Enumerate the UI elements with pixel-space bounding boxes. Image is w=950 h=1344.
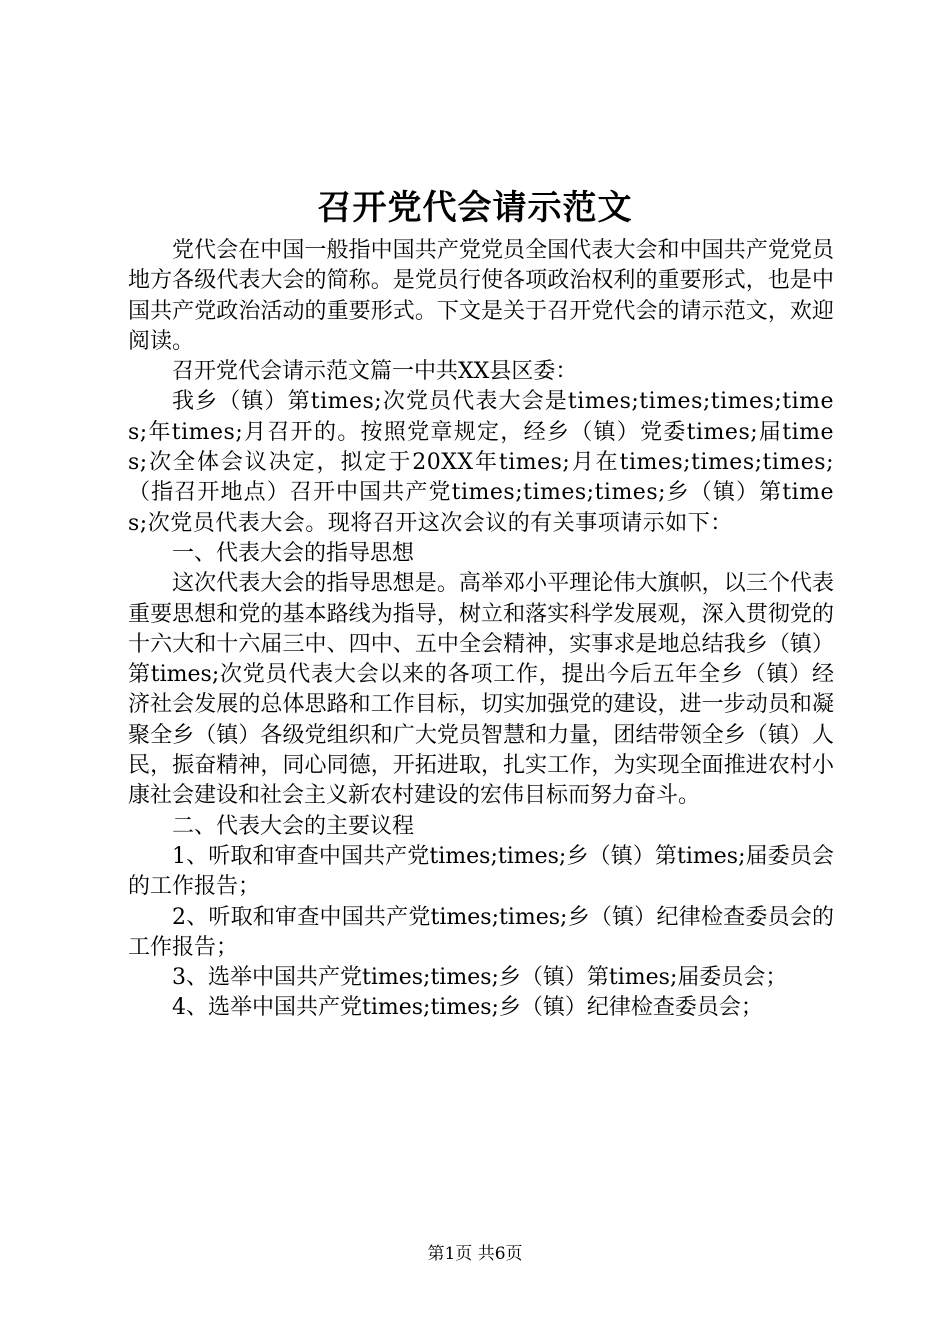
agenda-item-4: 4、选举中国共产党times;times;乡（镇）纪律检查委员会； bbox=[172, 995, 763, 1021]
section-heading-agenda: 二、代表大会的主要议程 bbox=[172, 813, 415, 839]
section-heading-guiding-thought: 一、代表大会的指导思想 bbox=[172, 540, 415, 566]
paragraph-addressee: 召开党代会请示范文篇一中共XX县区委： bbox=[172, 359, 578, 385]
agenda-item-1: 1、听取和审查中国共产党times;times;乡（镇）第times;届委员会的工作报告； bbox=[128, 843, 834, 900]
paragraph-intro: 党代会在中国一般指中国共产党党员全国代表大会和中国共产党党员地方各级代表大会的简称。是党员行使各项政治权利的重要形式，也是中国共产党政治活动的重要形式。下文是关于召开党代会的请示范文，欢迎阅读。 bbox=[128, 238, 834, 354]
document-body bbox=[128, 236, 834, 1024]
paragraph-request: 我乡（镇）第times;次党员代表大会是times;times;times;times;年times;月召开的。按照党章规定，经乡（镇）党委times;届times;次全体会议决定，拟定于20XX年times;月在times;times;times;（指召开地点）召开中国共产党times;times;times;乡（镇）第times;次党员代表大会。现将召开这次会议的有关事项请示如下： bbox=[128, 389, 834, 536]
agenda-item-3: 3、选举中国共产党times;times;乡（镇）第times;届委员会； bbox=[172, 965, 788, 991]
agenda-item-2: 2、听取和审查中国共产党times;times;乡（镇）纪律检查委员会的工作报告； bbox=[128, 904, 834, 960]
document-title: 召开党代会请示范文 bbox=[317, 188, 633, 228]
paragraph-guiding-thought: 这次代表大会的指导思想是。高举邓小平理论伟大旗帜，以三个代表重要思想和党的基本路线为指导，树立和落实科学发展观，深入贯彻党的十六大和十六届三中、四中、五中全会精神，实事求是地总结我乡（镇）第times;次党员代表大会以来的各项工作，提出今后五年全乡（镇）经济社会发展的总体思路和工作目标，切实加强党的建设，进一步动员和凝聚全乡（镇）各级党组织和广大党员智慧和力量，团结带领全乡（镇）人民，振奋精神，同心同德，开拓进取，扎实工作，为实现全面推进农村小康社会建设和社会主义新农村建设的宏伟目标而努力奋斗。 bbox=[128, 571, 834, 809]
page-number-footer: 第1页 共6页 bbox=[427, 1244, 523, 1264]
